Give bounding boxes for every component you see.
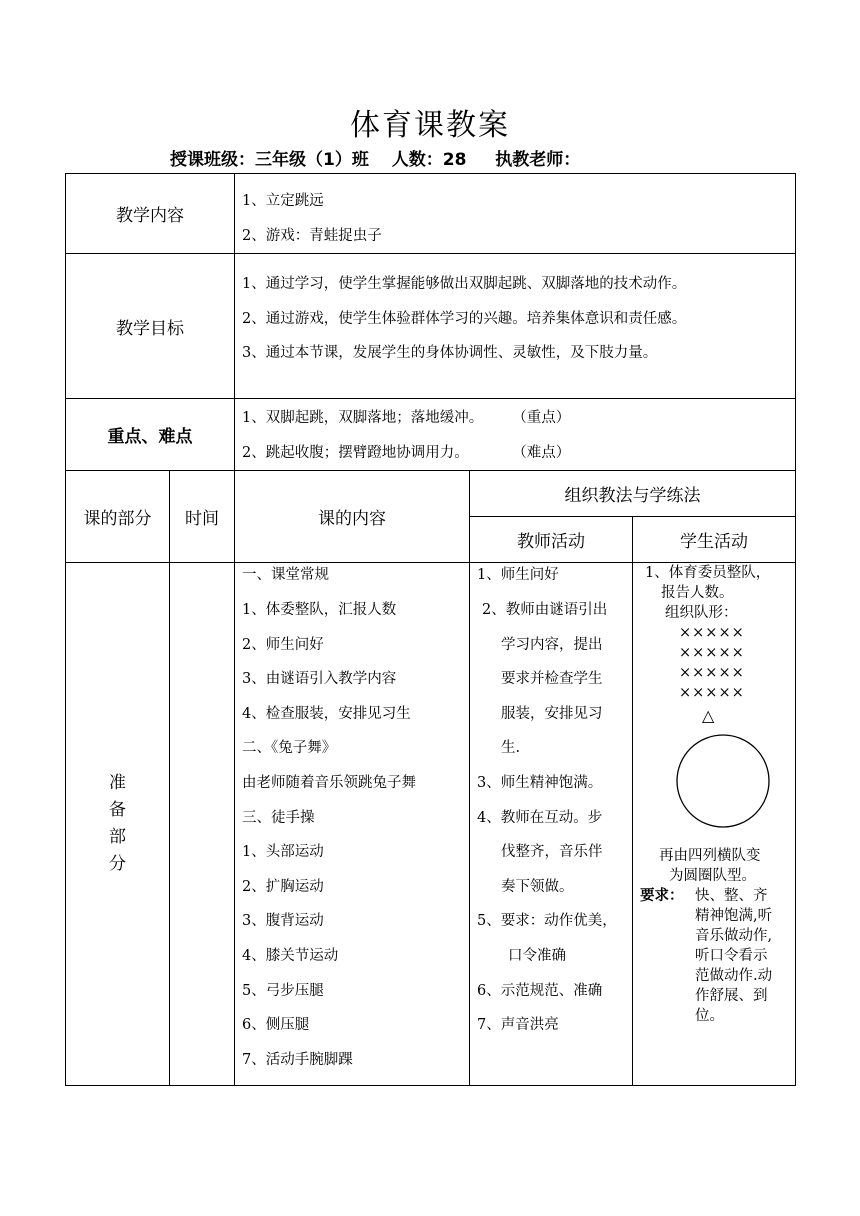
content-item: 由老师随着音乐领跳兔子舞 — [242, 774, 416, 791]
requirement-line: 范做动作.动 — [695, 968, 773, 985]
teacher-item: 5、要求：动作优美， — [477, 913, 617, 930]
student-line: 报告人数。 — [661, 585, 734, 602]
teacher-item: 伐整齐，音乐伴 — [501, 844, 603, 861]
circle-formation-icon — [675, 733, 771, 829]
prep-char: 部 — [109, 827, 126, 848]
content-item: 3、由谜语引入教学内容 — [242, 671, 397, 688]
requirement-line: 听口令看示 — [695, 948, 768, 965]
requirement-label: 要求： — [640, 887, 684, 905]
requirement-line: 位。 — [695, 1008, 724, 1025]
student-line: 再由四列横队变 — [659, 848, 761, 865]
prep-part-label — [66, 563, 170, 1086]
teacher-item: 4、教师在互动。步 — [477, 809, 603, 826]
page-title: 体育课教案 — [350, 108, 510, 143]
formation-row: ××××× — [679, 665, 745, 682]
goal-line: 2、通过游戏，使学生体验群体学习的兴趣。培养集体意识和责任感。 — [242, 310, 687, 327]
header-time: 时间 — [170, 471, 235, 563]
content-item: 一、课堂常规 — [242, 567, 329, 584]
teaching-content-label: 教学内容 — [66, 174, 235, 254]
keypoint-line: 2、跳起收腹；摆臂蹬地协调用力。 （难点） — [242, 444, 571, 461]
table-header-row — [66, 471, 796, 517]
formation-row: ××××× — [679, 685, 745, 702]
teacher-item: 6、示范规范、准确 — [477, 982, 603, 999]
teaching-content-cell — [235, 174, 796, 254]
teacher-triangle-icon: △ — [702, 706, 715, 726]
teacher-item: 要求并检查学生 — [501, 671, 603, 688]
content-line: 2、游戏：青蛙捉虫子 — [242, 227, 382, 244]
header-methods: 组织教法与学练法 — [470, 471, 796, 517]
lesson-plan-table — [65, 173, 796, 1086]
prep-time-cell — [170, 563, 235, 1086]
teacher-item: 口令准确 — [508, 947, 566, 964]
content-item: 6、侧压腿 — [242, 1017, 310, 1034]
formation-label: 组织队形： — [665, 605, 738, 622]
teacher-item: 7、声音洪亮 — [477, 1017, 559, 1034]
content-item: 5、弓步压腿 — [242, 982, 324, 999]
content-item: 4、膝关节运动 — [242, 947, 339, 964]
header-student-activity: 学生活动 — [633, 517, 796, 563]
content-item: 4、检查服装，安排见习生 — [242, 705, 411, 722]
teaching-goals-row — [66, 254, 796, 399]
teaching-content-row — [66, 174, 796, 254]
teaching-goals-label: 教学目标 — [66, 254, 235, 399]
header-part: 课的部分 — [66, 471, 170, 563]
content-item: 3、腹背运动 — [242, 913, 324, 930]
keypoints-row — [66, 399, 796, 471]
content-item: 2、扩胸运动 — [242, 878, 324, 895]
teacher-item: 服装，安排见习 — [501, 705, 603, 722]
requirement-line: 精神饱满,听 — [695, 908, 773, 925]
formation-row: ××××× — [679, 645, 745, 662]
content-item: 二、《兔子舞》 — [242, 740, 337, 757]
prep-student-cell — [633, 563, 796, 1086]
content-line: 1、立定跳远 — [242, 193, 324, 209]
keypoint-line: 1、双脚起跳，双脚落地；落地缓冲。 （重点） — [242, 410, 571, 427]
content-item: 1、体委整队，汇报人数 — [242, 601, 397, 618]
content-item: 2、师生问好 — [242, 636, 324, 653]
prep-char: 分 — [109, 854, 126, 875]
formation-row: ××××× — [679, 625, 745, 642]
teacher-item: 3、师生精神饱满。 — [477, 774, 603, 791]
prep-teacher-cell — [470, 563, 633, 1086]
teaching-goals-cell — [235, 254, 796, 399]
goal-line: 3、通过本节课，发展学生的身体协调性、灵敏性，及下肢力量。 — [242, 345, 658, 362]
content-item: 1、头部运动 — [242, 844, 324, 861]
teacher-item: 1、师生问好 — [477, 567, 559, 584]
teacher-item: 2、教师由谜语引出 — [482, 601, 608, 618]
header-teacher-activity: 教师活动 — [470, 517, 633, 563]
prep-char: 准 — [109, 773, 126, 794]
content-item: 7、活动手腕脚踝 — [242, 1051, 353, 1068]
header-lesson-content: 课的内容 — [235, 471, 470, 563]
prep-content-cell — [235, 563, 470, 1086]
requirement-line: 快、整、齐 — [695, 888, 768, 905]
prep-char: 备 — [109, 800, 126, 821]
keypoints-cell — [235, 399, 796, 471]
requirement-line: 作舒展、到 — [695, 988, 768, 1005]
teacher-item: 生. — [501, 740, 521, 757]
keypoints-label: 重点、难点 — [66, 399, 235, 471]
teacher-item: 学习内容，提出 — [501, 636, 603, 653]
student-line: 为圆圈队型。 — [669, 868, 756, 885]
class-info-line: 授课班级：三年级（1）班 人数：28 执教老师： — [170, 150, 581, 170]
student-line: 1、体育委员整队， — [645, 565, 771, 582]
goal-line: 1、通过学习，使学生掌握能够做出双脚起跳、双脚落地的技术动作。 — [242, 276, 687, 293]
prep-section-row — [66, 563, 796, 1086]
content-item: 三、徒手操 — [242, 809, 315, 826]
requirement-line: 音乐做动作, — [695, 928, 773, 945]
teacher-item: 奏下领做。 — [501, 878, 574, 895]
